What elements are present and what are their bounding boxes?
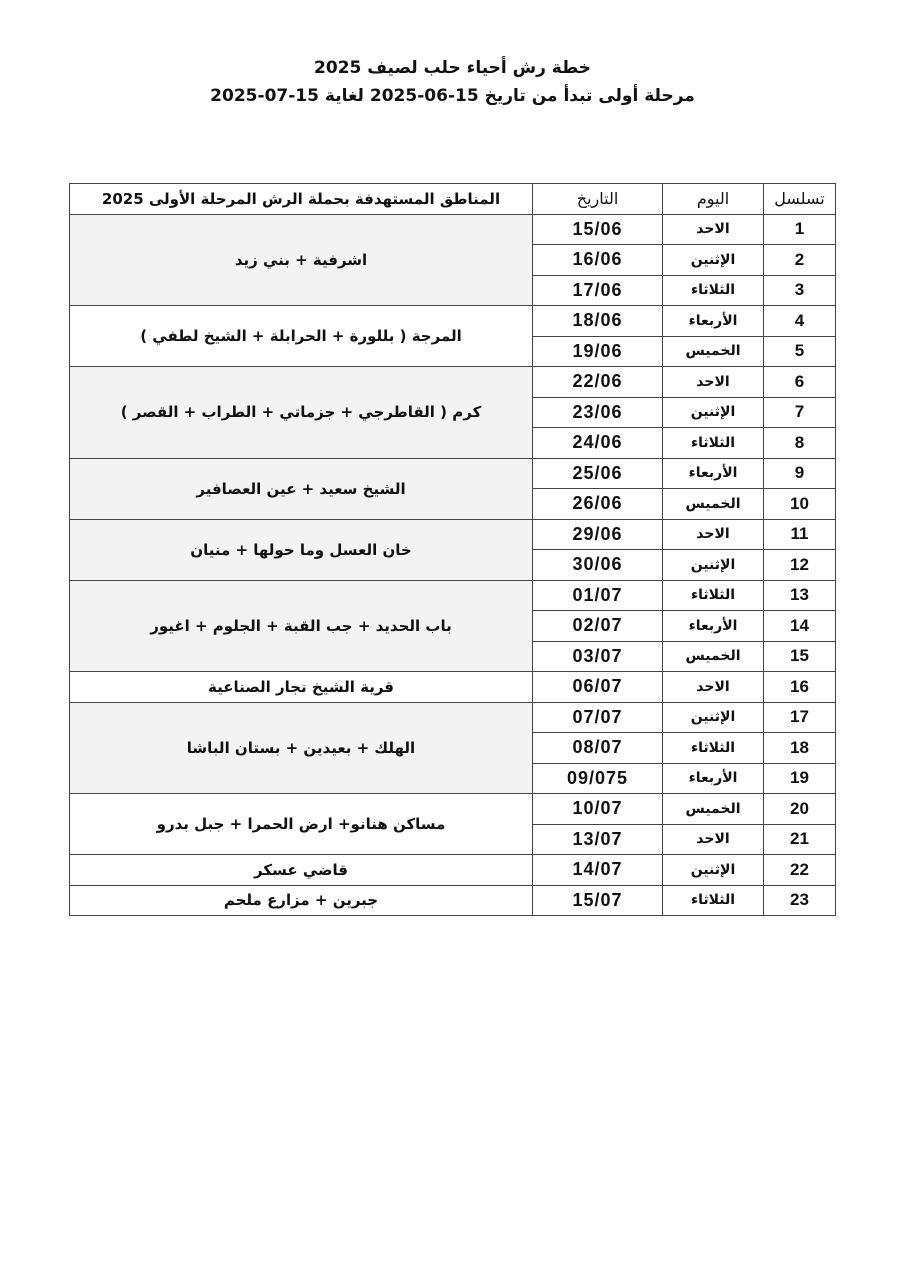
area-cell: جبرين + مزارع ملحم <box>70 885 533 916</box>
day-cell: الثلاثاء <box>663 428 764 459</box>
seq-cell: 15 <box>764 641 836 672</box>
table-row <box>70 794 836 825</box>
date-cell: 01/07 <box>533 580 663 611</box>
seq-cell: 11 <box>764 519 836 550</box>
day-cell: الإثنين <box>663 702 764 733</box>
date-cell: 15/07 <box>533 885 663 916</box>
date-cell: 10/07 <box>533 794 663 825</box>
date-cell: 06/07 <box>533 672 663 703</box>
date-cell: 23/06 <box>533 397 663 428</box>
day-cell: الاحد <box>663 824 764 855</box>
day-cell: الإثنين <box>663 245 764 276</box>
date-cell: 18/06 <box>533 306 663 337</box>
table-row <box>70 885 836 916</box>
seq-cell: 13 <box>764 580 836 611</box>
seq-cell: 19 <box>764 763 836 794</box>
date-cell: 26/06 <box>533 489 663 520</box>
day-cell: الأربعاء <box>663 763 764 794</box>
date-cell: 19/06 <box>533 336 663 367</box>
seq-cell: 14 <box>764 611 836 642</box>
day-cell: الثلاثاء <box>663 733 764 764</box>
date-cell: 07/07 <box>533 702 663 733</box>
day-cell: الثلاثاء <box>663 580 764 611</box>
table-row <box>70 214 836 245</box>
date-cell: 25/06 <box>533 458 663 489</box>
day-cell: الخميس <box>663 489 764 520</box>
seq-cell: 7 <box>764 397 836 428</box>
table-row <box>70 702 836 733</box>
date-cell: 13/07 <box>533 824 663 855</box>
seq-cell: 20 <box>764 794 836 825</box>
area-cell: باب الحديد + جب القبة + الجلوم + اغيور <box>70 580 533 672</box>
spray-schedule-table <box>69 183 836 916</box>
day-cell: الاحد <box>663 367 764 398</box>
day-cell: الخميس <box>663 794 764 825</box>
column-header-date: التاريخ <box>533 184 663 215</box>
date-cell: 17/06 <box>533 275 663 306</box>
seq-cell: 21 <box>764 824 836 855</box>
seq-cell: 3 <box>764 275 836 306</box>
day-cell: الإثنين <box>663 855 764 886</box>
table-row <box>70 855 836 886</box>
day-cell: الإثنين <box>663 397 764 428</box>
column-header-area: المناطق المستهدفة بحملة الرش المرحلة الأولى 2025 <box>70 184 533 215</box>
table-row <box>70 672 836 703</box>
seq-cell: 23 <box>764 885 836 916</box>
seq-cell: 5 <box>764 336 836 367</box>
date-cell: 09/075 <box>533 763 663 794</box>
seq-cell: 1 <box>764 214 836 245</box>
area-cell: الشيخ سعيد + عين العصافير <box>70 458 533 519</box>
date-cell: 29/06 <box>533 519 663 550</box>
day-cell: الخميس <box>663 336 764 367</box>
document-title: خطة رش أحياء حلب لصيف 2025 <box>314 58 591 78</box>
column-header-day: اليوم <box>663 184 764 215</box>
seq-cell: 2 <box>764 245 836 276</box>
table-row <box>70 580 836 611</box>
date-cell: 03/07 <box>533 641 663 672</box>
seq-cell: 9 <box>764 458 836 489</box>
area-cell: قرية الشيخ نجار الصناعية <box>70 672 533 703</box>
seq-cell: 22 <box>764 855 836 886</box>
day-cell: الاحد <box>663 214 764 245</box>
seq-cell: 18 <box>764 733 836 764</box>
area-cell: خان العسل وما حولها + منيان <box>70 519 533 580</box>
date-cell: 22/06 <box>533 367 663 398</box>
table-row <box>70 367 836 398</box>
table-row <box>70 458 836 489</box>
seq-cell: 4 <box>764 306 836 337</box>
date-cell: 08/07 <box>533 733 663 764</box>
day-cell: الأربعاء <box>663 458 764 489</box>
date-cell: 15/06 <box>533 214 663 245</box>
day-cell: الأربعاء <box>663 306 764 337</box>
day-cell: الاحد <box>663 672 764 703</box>
seq-cell: 10 <box>764 489 836 520</box>
area-cell: المرجة ( بللورة + الحرابلة + الشيخ لطفي ) <box>70 306 533 367</box>
column-header-seq: تسلسل <box>764 184 836 215</box>
seq-cell: 17 <box>764 702 836 733</box>
table-row <box>70 519 836 550</box>
date-cell: 30/06 <box>533 550 663 581</box>
day-cell: الثلاثاء <box>663 885 764 916</box>
day-cell: الإثنين <box>663 550 764 581</box>
area-cell: كرم ( القاطرجي + جزماتي + الطراب + القصر ) <box>70 367 533 459</box>
document-header <box>0 54 905 110</box>
day-cell: الثلاثاء <box>663 275 764 306</box>
date-cell: 24/06 <box>533 428 663 459</box>
seq-cell: 12 <box>764 550 836 581</box>
day-cell: الاحد <box>663 519 764 550</box>
table-header-row <box>70 184 836 215</box>
table-row <box>70 306 836 337</box>
day-cell: الأربعاء <box>663 611 764 642</box>
area-cell: مساكن هنانو+ ارض الحمرا + جبل بدرو <box>70 794 533 855</box>
area-cell: قاضي عسكر <box>70 855 533 886</box>
area-cell: اشرفية + بني زيد <box>70 214 533 306</box>
document-subtitle: مرحلة أولى تبدأ من تاريخ 15-06-2025 لغاية 15-07-2025 <box>210 86 695 106</box>
seq-cell: 8 <box>764 428 836 459</box>
day-cell: الخميس <box>663 641 764 672</box>
date-cell: 14/07 <box>533 855 663 886</box>
area-cell: الهلك + بعيدين + بستان الباشا <box>70 702 533 794</box>
seq-cell: 16 <box>764 672 836 703</box>
date-cell: 16/06 <box>533 245 663 276</box>
seq-cell: 6 <box>764 367 836 398</box>
date-cell: 02/07 <box>533 611 663 642</box>
